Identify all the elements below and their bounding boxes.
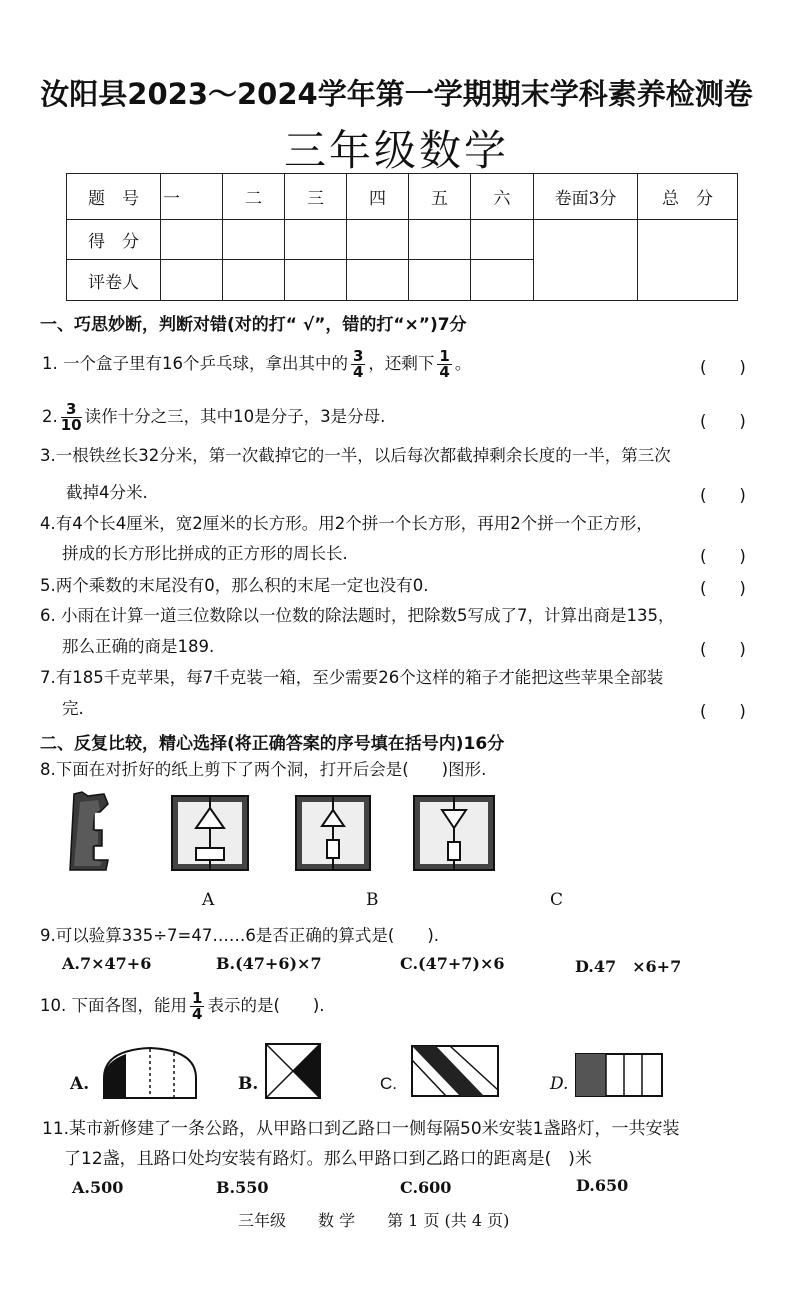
fraction-denominator: 4 xyxy=(192,1005,203,1023)
score-cell[interactable] xyxy=(161,220,223,260)
option-b-figure[interactable] xyxy=(296,796,370,870)
score-table-header-row xyxy=(67,174,738,220)
question-text: 读作十分之三，其中10是分子，3是分母. xyxy=(84,407,386,426)
score-cell[interactable] xyxy=(409,260,471,301)
score-cell[interactable] xyxy=(223,260,285,301)
answer-paren[interactable]: ( ) xyxy=(700,412,746,431)
fraction xyxy=(437,349,451,380)
option-b[interactable]: B.(47+6)×7 xyxy=(216,954,322,973)
answer-paren[interactable]: ( ) xyxy=(700,358,746,377)
option-label: D. xyxy=(550,1074,569,1094)
question-8: 8.下面在对折好的纸上剪下了两个洞，打开后会是( )图形. xyxy=(40,760,487,779)
option-d-figure[interactable] xyxy=(576,1054,662,1096)
option-b[interactable]: B.550 xyxy=(216,1178,269,1197)
option-d[interactable]: D.47 ×6+7 xyxy=(575,957,682,976)
question-3-line2: 截掉4分米. xyxy=(66,483,148,502)
answer-paren[interactable]: ( ) xyxy=(700,702,746,721)
question-3-line1: 3.一根铁丝长32分米，第一次截掉它的一半，以后每次都截掉剩余长度的一半，第三次 xyxy=(40,446,671,465)
fraction-numerator: 1 xyxy=(192,989,203,1007)
question-2 xyxy=(42,397,385,437)
question-9: 9.可以验算335÷7=47……6是否正确的算式是( ). xyxy=(40,926,439,945)
option-c-figure[interactable] xyxy=(414,796,494,870)
score-cell[interactable] xyxy=(161,260,223,301)
option-label: A xyxy=(202,890,215,910)
question-1 xyxy=(42,344,471,384)
question-4-line2: 拼成的长方形比拼成的正方形的周长长. xyxy=(62,544,348,563)
question-8-figures xyxy=(60,784,520,884)
question-10-figures xyxy=(90,1040,670,1100)
question-11-line2: 了12盏，且路口处均安装有路灯。那么甲路口到乙路口的距离是( )米 xyxy=(64,1149,592,1169)
question-text: 1. 一个盒子里有16个乒乓球，拿出其中的 xyxy=(42,354,348,373)
score-cell[interactable] xyxy=(534,220,638,301)
question-text: ，还剩下 xyxy=(368,354,435,373)
score-cell[interactable] xyxy=(471,260,534,301)
score-table-cell: 一 xyxy=(161,174,223,220)
score-table-cell: 得 分 xyxy=(67,220,161,260)
score-cell[interactable] xyxy=(285,220,347,260)
option-c-figure[interactable] xyxy=(412,1046,498,1096)
fraction xyxy=(190,991,204,1022)
question-7-line1: 7.有185千克苹果，每7千克装一箱，至少需要26个这样的箱子才能把这些苹果全部装 xyxy=(40,668,664,687)
folded-paper-figure xyxy=(70,792,108,870)
option-a[interactable]: A.7×47+6 xyxy=(62,954,152,973)
score-cell[interactable] xyxy=(347,220,409,260)
question-5: 5.两个乘数的末尾没有0，那么积的末尾一定也没有0. xyxy=(40,576,429,595)
option-c[interactable]: C.600 xyxy=(400,1178,452,1197)
option-label: B xyxy=(366,890,379,910)
score-cell[interactable] xyxy=(471,220,534,260)
question-6-line1: 6. 小雨在计算一道三位数除以一位数的除法题时，把除数5写成了7，计算出商是135， xyxy=(40,606,675,625)
score-table-cell: 二 xyxy=(223,174,285,220)
fraction-denominator: 10 xyxy=(60,416,82,434)
score-cell[interactable] xyxy=(223,220,285,260)
exam-subtitle: 三年级数学 xyxy=(283,126,509,175)
option-label: C. xyxy=(380,1074,397,1093)
question-text: 2. xyxy=(42,407,58,426)
question-7-line2: 完. xyxy=(62,699,84,718)
option-a-figure[interactable] xyxy=(104,1048,196,1098)
score-table-cell: 五 xyxy=(409,174,471,220)
fraction-denominator: 4 xyxy=(439,363,450,381)
option-b-figure[interactable] xyxy=(266,1044,320,1098)
answer-paren[interactable]: ( ) xyxy=(700,640,746,659)
option-label: C xyxy=(550,890,564,910)
score-cell[interactable] xyxy=(347,260,409,301)
option-a[interactable]: A.500 xyxy=(72,1178,124,1197)
fraction xyxy=(61,402,82,433)
score-table xyxy=(66,173,738,301)
option-c[interactable]: C.(47+7)×6 xyxy=(400,954,505,973)
score-table-cell: 六 xyxy=(471,174,534,220)
section-2-heading: 二、反复比较，精心选择(将正确答案的序号填在括号内)16分 xyxy=(40,734,505,754)
score-table-cell: 总 分 xyxy=(638,174,738,220)
fraction-denominator: 4 xyxy=(352,363,364,381)
fraction-numerator: 3 xyxy=(352,347,364,365)
question-4-line1: 4.有4个长4厘米，宽2厘米的长方形。用2个拼一个长方形，再用2个拼一个正方形， xyxy=(40,514,653,533)
option-label: A. xyxy=(70,1074,90,1094)
answer-paren[interactable]: ( ) xyxy=(700,547,746,566)
option-d[interactable]: D.650 xyxy=(576,1176,629,1195)
answer-paren[interactable]: ( ) xyxy=(700,579,746,598)
score-table-cell: 四 xyxy=(347,174,409,220)
score-table-cell: 评卷人 xyxy=(67,260,161,301)
score-table-row xyxy=(67,220,738,260)
score-cell[interactable] xyxy=(409,220,471,260)
question-11-line1: 11.某市新修建了一条公路，从甲路口到乙路口一侧每隔50米安装1盏路灯，一共安装 xyxy=(42,1119,680,1139)
score-table-cell: 卷面3分 xyxy=(534,174,638,220)
answer-paren[interactable]: ( ) xyxy=(700,486,746,505)
section-1-heading: 一、巧思妙断，判断对错(对的打“ √”，错的打“×”)7分 xyxy=(40,315,467,335)
score-table-cell: 三 xyxy=(285,174,347,220)
score-cell[interactable] xyxy=(638,220,738,301)
question-10 xyxy=(40,986,325,1026)
score-cell[interactable] xyxy=(285,260,347,301)
exam-title: 汝阳县2023～2024学年第一学期期末学科素养检测卷 xyxy=(40,77,753,111)
score-table-cell: 题 号 xyxy=(67,174,161,220)
question-text: 10. 下面各图，能用 xyxy=(40,996,187,1015)
fraction-numerator: 1 xyxy=(439,347,450,365)
question-text: 。 xyxy=(454,354,472,373)
question-6-line2: 那么正确的商是189. xyxy=(62,637,215,656)
question-text: 表示的是( ). xyxy=(207,996,325,1015)
option-label: B. xyxy=(238,1074,259,1094)
page-footer: 三年级 数 学 第 1 页 (共 4 页) xyxy=(238,1211,510,1230)
fraction-numerator: 3 xyxy=(61,402,82,418)
option-a-figure[interactable] xyxy=(172,796,248,870)
fraction xyxy=(351,349,365,380)
